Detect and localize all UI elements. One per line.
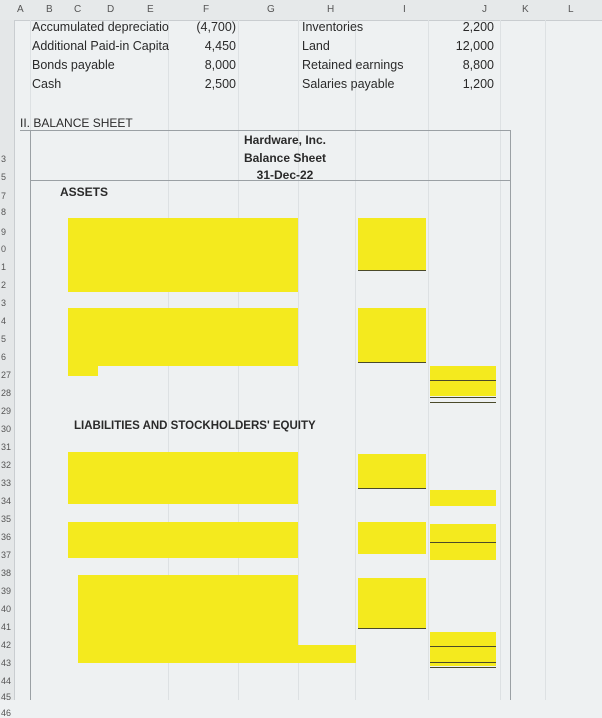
total-underline	[430, 380, 496, 381]
statement-date[interactable]: 31-Dec-22	[256, 168, 314, 182]
total-underline	[430, 646, 496, 647]
column-header-h[interactable]: H	[327, 4, 335, 15]
row-number[interactable]: 31	[1, 442, 12, 452]
column-header-e[interactable]: E	[147, 4, 154, 15]
row-number[interactable]: 42	[1, 640, 12, 650]
cell-value[interactable]: 4,450	[204, 39, 236, 53]
row-number[interactable]: 41	[1, 622, 12, 632]
answer-input-block[interactable]	[430, 490, 496, 506]
row-number[interactable]: 36	[1, 532, 12, 542]
row-number[interactable]: 6	[1, 352, 7, 362]
column-header-bar	[0, 0, 602, 21]
cell-label[interactable]: Bonds payable	[32, 58, 115, 72]
answer-input-block[interactable]	[358, 578, 426, 628]
column-header-j[interactable]: J	[482, 4, 487, 15]
section-label[interactable]: II. BALANCE SHEET	[20, 116, 133, 130]
grid-line	[355, 20, 356, 700]
answer-input-block[interactable]	[68, 366, 98, 376]
column-header-d[interactable]: D	[107, 4, 115, 15]
row-number[interactable]: 39	[1, 586, 12, 596]
row-number[interactable]: 5	[1, 172, 7, 182]
row-number[interactable]: 30	[1, 424, 12, 434]
cell-label[interactable]: Land	[302, 39, 330, 53]
row-number[interactable]: 37	[1, 550, 12, 560]
answer-input-block[interactable]	[78, 575, 298, 645]
company-name[interactable]: Hardware, Inc.	[243, 133, 327, 147]
statement-left-border	[30, 130, 31, 700]
grid-line	[298, 20, 299, 700]
row-number[interactable]: 40	[1, 604, 12, 614]
answer-input-block[interactable]	[68, 452, 298, 504]
row-number[interactable]: 8	[1, 207, 7, 217]
cell-label[interactable]: Retained earnings	[302, 58, 404, 72]
row-number[interactable]: 2	[1, 280, 7, 290]
column-header-b[interactable]: B	[46, 4, 53, 15]
cell-label[interactable]: Additional Paid-in Capita	[32, 39, 169, 53]
column-header-f[interactable]: F	[203, 4, 210, 15]
cell-label[interactable]: Inventories	[302, 20, 364, 34]
row-number[interactable]: 33	[1, 478, 12, 488]
row-number[interactable]: 28	[1, 388, 12, 398]
cell-value[interactable]: (4,700)	[196, 20, 236, 34]
answer-input-block[interactable]	[68, 218, 298, 292]
row-number[interactable]: 46	[1, 708, 12, 718]
cell-label[interactable]: Cash	[32, 77, 62, 91]
total-assets-input[interactable]	[430, 366, 496, 396]
subtotal-underline	[358, 362, 426, 363]
answer-input-block[interactable]	[358, 308, 426, 362]
row-number[interactable]: 1	[1, 262, 7, 272]
answer-input-block[interactable]	[78, 645, 356, 663]
row-number[interactable]: 43	[1, 658, 12, 668]
statement-right-border	[510, 130, 511, 700]
total-liabilities-equity-input[interactable]	[430, 632, 496, 666]
answer-input-block[interactable]	[68, 308, 298, 366]
grid-line	[428, 20, 429, 700]
liabilities-heading[interactable]: LIABILITIES AND STOCKHOLDERS' EQUITY	[74, 420, 316, 432]
row-number[interactable]: 44	[1, 676, 12, 686]
cell-value[interactable]: 12,000	[455, 39, 494, 53]
double-underline	[430, 397, 496, 403]
grid-line	[500, 20, 501, 700]
row-number[interactable]: 4	[1, 316, 7, 326]
statement-top-border	[30, 130, 510, 131]
row-number[interactable]: 7	[1, 191, 7, 201]
column-header-c[interactable]: C	[74, 4, 82, 15]
subtotal-underline	[430, 542, 496, 543]
row-number[interactable]: 34	[1, 496, 12, 506]
cell-value[interactable]: 1,200	[462, 77, 494, 91]
row-number[interactable]: 3	[1, 154, 7, 164]
double-underline	[430, 662, 496, 668]
row-number[interactable]: 9	[1, 227, 7, 237]
subtotal-underline	[358, 628, 426, 629]
row-number[interactable]: 27	[1, 370, 12, 380]
cell-label[interactable]: Salaries payable	[302, 77, 395, 91]
column-header-g[interactable]: G	[267, 4, 275, 15]
column-header-k[interactable]: K	[522, 4, 529, 15]
answer-input-block[interactable]	[68, 522, 298, 558]
row-number[interactable]: 35	[1, 514, 12, 524]
column-header-a[interactable]: A	[17, 4, 24, 15]
cell-value[interactable]: 8,000	[204, 58, 236, 72]
answer-input-block[interactable]	[358, 522, 426, 554]
cell-value[interactable]: 2,200	[462, 20, 494, 34]
row-number[interactable]: 29	[1, 406, 12, 416]
statement-name[interactable]: Balance Sheet	[243, 151, 327, 165]
answer-input-block[interactable]	[358, 218, 426, 270]
row-number[interactable]: 45	[1, 692, 12, 702]
cell-value[interactable]: 8,800	[462, 58, 494, 72]
answer-input-block[interactable]	[358, 454, 426, 488]
cell-value[interactable]: 2,500	[204, 77, 236, 91]
row-number[interactable]: 3	[1, 298, 7, 308]
cell-label[interactable]: Accumulated depreciatio	[32, 20, 169, 34]
column-header-l[interactable]: L	[568, 4, 574, 15]
assets-heading[interactable]: ASSETS	[60, 185, 109, 199]
column-header-i[interactable]: I	[403, 4, 406, 15]
row-number[interactable]: 38	[1, 568, 12, 578]
subtotal-underline	[358, 488, 426, 489]
row-number[interactable]: 32	[1, 460, 12, 470]
row-number[interactable]: 0	[1, 244, 7, 254]
row-number[interactable]: 5	[1, 334, 7, 344]
grid-line	[545, 20, 546, 700]
row-header-bar	[0, 20, 15, 718]
subtotal-underline	[358, 270, 426, 271]
